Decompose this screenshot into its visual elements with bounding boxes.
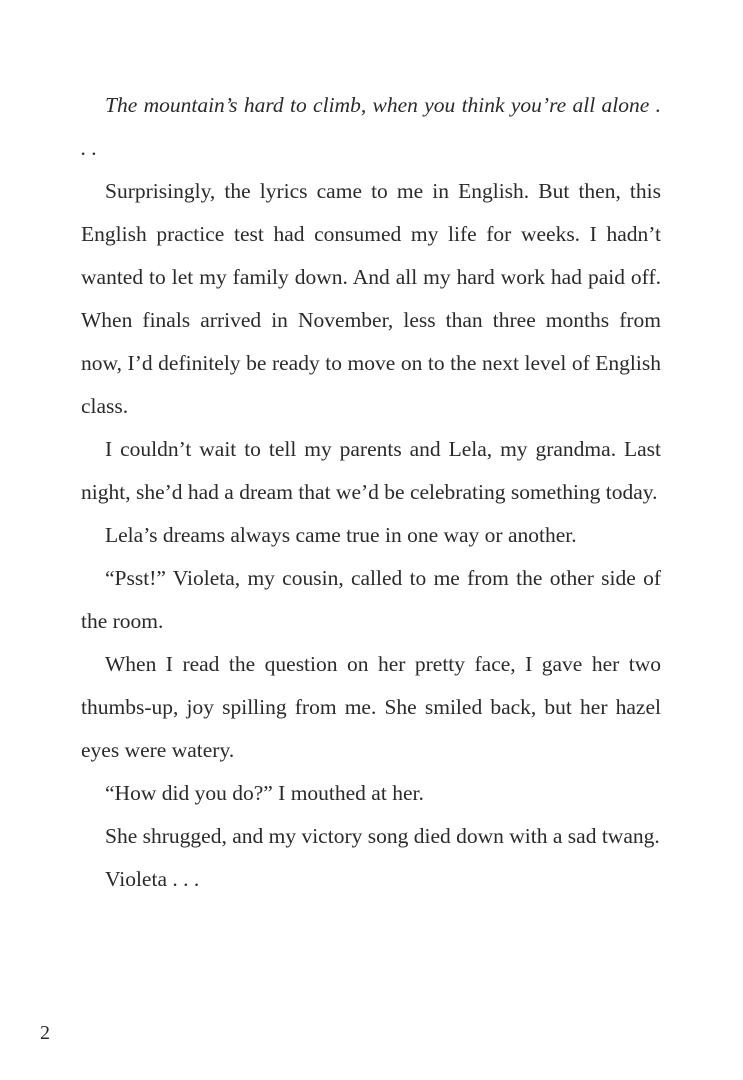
paragraph: She shrugged, and my victory song died down with a sad twang.	[105, 824, 660, 848]
paragraph: “Psst!” Violeta, my cousin, called to me from the other side of the room.	[81, 566, 661, 633]
paragraph: Violeta . . .	[105, 867, 200, 891]
paragraph: I couldn’t wait to tell my parents and Lela, my grandma. Last night, she’d had a dream that we’d be celebrating something today.	[81, 437, 661, 504]
epigraph-lyrics: The mountain’s hard to climb, when you think you’re all alone . . .	[81, 93, 661, 160]
paragraph: Surprisingly, the lyrics came to me in English. But then, this English practice test had consumed my life for weeks. I hadn’t wanted to let my family down. And all my hard work had paid off. When finals arrived in November, less than three months from now, I’d definitely be ready to move on to the next level of English class.	[81, 179, 661, 418]
page-number: 2	[40, 1022, 50, 1044]
paragraph: When I read the question on her pretty face, I gave her two thumbs-up, joy spilling from me. She smiled back, but her hazel eyes were watery.	[81, 652, 661, 762]
body-text	[81, 84, 661, 901]
paragraph: “How did you do?” I mouthed at her.	[105, 781, 424, 805]
paragraph: Lela’s dreams always came true in one way or another.	[105, 523, 577, 547]
